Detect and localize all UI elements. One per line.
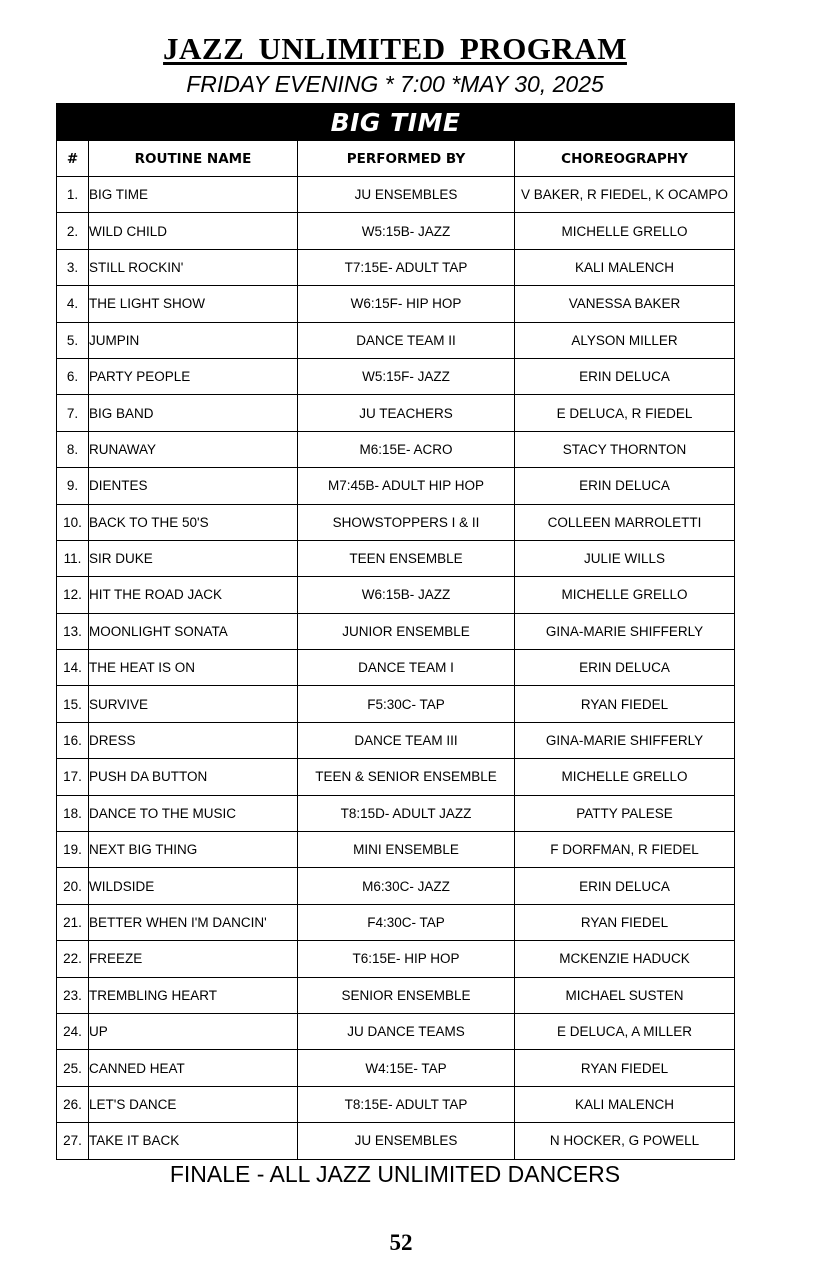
choreographer: KALI MALENCH (515, 249, 735, 285)
routine-name: WILDSIDE (89, 868, 298, 904)
choreographer: MICHAEL SUSTEN (515, 977, 735, 1013)
program-subtitle: FRIDAY EVENING * 7:00 *MAY 30, 2025 (186, 71, 604, 97)
row-number: 2. (57, 213, 89, 249)
row-number: 9. (57, 468, 89, 504)
row-number: 14. (57, 650, 89, 686)
performed-by: W5:15B- JAZZ (298, 213, 515, 249)
performed-by: F4:30C- TAP (298, 904, 515, 940)
table-row (57, 1050, 735, 1086)
routine-name: PUSH DA BUTTON (89, 759, 298, 795)
performed-by: SHOWSTOPPERS I & II (298, 504, 515, 540)
row-number: 5. (57, 322, 89, 358)
choreographer: ERIN DELUCA (515, 868, 735, 904)
table-row (57, 686, 735, 722)
program-title: JAZZ UNLIMITED PROGRAM (163, 31, 627, 66)
routine-name: DRESS (89, 722, 298, 758)
routine-name: PARTY PEOPLE (89, 358, 298, 394)
routine-name: BIG TIME (89, 177, 298, 213)
performed-by: T8:15E- ADULT TAP (298, 1086, 515, 1122)
column-header-row (57, 141, 735, 177)
row-number: 26. (57, 1086, 89, 1122)
performed-by: TEEN & SENIOR ENSEMBLE (298, 759, 515, 795)
choreographer: MICHELLE GRELLO (515, 213, 735, 249)
performed-by: T6:15E- HIP HOP (298, 941, 515, 977)
choreographer: VANESSA BAKER (515, 286, 735, 322)
choreographer: E DELUCA, A MILLER (515, 1013, 735, 1049)
row-number: 21. (57, 904, 89, 940)
row-number: 12. (57, 577, 89, 613)
routine-name: TAKE IT BACK (89, 1123, 298, 1159)
row-number: 19. (57, 832, 89, 868)
routine-name: CANNED HEAT (89, 1050, 298, 1086)
routine-name: LET'S DANCE (89, 1086, 298, 1122)
table-row (57, 177, 735, 213)
table-row (57, 832, 735, 868)
table-row (57, 358, 735, 394)
choreographer: STACY THORNTON (515, 431, 735, 467)
choreographer: MICHELLE GRELLO (515, 759, 735, 795)
performed-by: M6:15E- ACRO (298, 431, 515, 467)
choreographer: RYAN FIEDEL (515, 904, 735, 940)
row-number: 16. (57, 722, 89, 758)
routine-name: NEXT BIG THING (89, 832, 298, 868)
table-row (57, 322, 735, 358)
choreographer: ERIN DELUCA (515, 468, 735, 504)
table-row (57, 977, 735, 1013)
table-row (57, 650, 735, 686)
row-number: 1. (57, 177, 89, 213)
performed-by: W4:15E- TAP (298, 1050, 515, 1086)
performed-by: W6:15B- JAZZ (298, 577, 515, 613)
routine-name: WILD CHILD (89, 213, 298, 249)
row-number: 8. (57, 431, 89, 467)
table-row (57, 722, 735, 758)
choreographer: MCKENZIE HADUCK (515, 941, 735, 977)
performed-by: F5:30C- TAP (298, 686, 515, 722)
routine-name: RUNAWAY (89, 431, 298, 467)
choreographer: GINA-MARIE SHIFFERLY (515, 722, 735, 758)
performed-by: M7:45B- ADULT HIP HOP (298, 468, 515, 504)
performed-by: JU ENSEMBLES (298, 1123, 515, 1159)
routine-name: BETTER WHEN I'M DANCIN' (89, 904, 298, 940)
choreographer: KALI MALENCH (515, 1086, 735, 1122)
finale-note: FINALE - ALL JAZZ UNLIMITED DANCERS (169, 1161, 621, 1187)
performed-by: MINI ENSEMBLE (298, 832, 515, 868)
choreographer: RYAN FIEDEL (515, 1050, 735, 1086)
row-number: 17. (57, 759, 89, 795)
routine-name: TREMBLING HEART (89, 977, 298, 1013)
choreographer: GINA-MARIE SHIFFERLY (515, 613, 735, 649)
routine-name: THE LIGHT SHOW (89, 286, 298, 322)
performed-by: W5:15F- JAZZ (298, 358, 515, 394)
table-row (57, 868, 735, 904)
performed-by: SENIOR ENSEMBLE (298, 977, 515, 1013)
routine-name: BACK TO THE 50'S (89, 504, 298, 540)
table-row (57, 941, 735, 977)
performed-by: JUNIOR ENSEMBLE (298, 613, 515, 649)
table-row (57, 286, 735, 322)
routine-name: BIG BAND (89, 395, 298, 431)
routine-name: FREEZE (89, 941, 298, 977)
routine-name: JUMPIN (89, 322, 298, 358)
routine-name: HIT THE ROAD JACK (89, 577, 298, 613)
table-row (57, 577, 735, 613)
choreographer: ERIN DELUCA (515, 358, 735, 394)
column-header-routine: ROUTINE NAME (89, 141, 298, 177)
row-number: 4. (57, 286, 89, 322)
choreographer: COLLEEN MARROLETTI (515, 504, 735, 540)
routine-name: SIR DUKE (89, 540, 298, 576)
choreographer: E DELUCA, R FIEDEL (515, 395, 735, 431)
table-row (57, 431, 735, 467)
section-banner-row (57, 104, 735, 141)
row-number: 10. (57, 504, 89, 540)
choreographer: V BAKER, R FIEDEL, K OCAMPO (515, 177, 735, 213)
row-number: 23. (57, 977, 89, 1013)
row-number: 27. (57, 1123, 89, 1159)
performed-by: DANCE TEAM III (298, 722, 515, 758)
table-row (57, 1086, 735, 1122)
routine-name: SURVIVE (89, 686, 298, 722)
program-table (56, 103, 735, 1160)
table-row (57, 613, 735, 649)
column-header-number: # (57, 141, 89, 177)
routine-name: DANCE TO THE MUSIC (89, 795, 298, 831)
routine-name: DIENTES (89, 468, 298, 504)
choreographer: JULIE WILLS (515, 540, 735, 576)
row-number: 7. (57, 395, 89, 431)
routine-name: THE HEAT IS ON (89, 650, 298, 686)
performed-by: JU DANCE TEAMS (298, 1013, 515, 1049)
routine-name: STILL ROCKIN' (89, 249, 298, 285)
row-number: 6. (57, 358, 89, 394)
page-number: 52 (389, 1230, 413, 1255)
row-number: 3. (57, 249, 89, 285)
program-rows (57, 177, 735, 1160)
column-header-choreography: CHOREOGRAPHY (515, 141, 735, 177)
column-header-performed-by: PERFORMED BY (298, 141, 515, 177)
performed-by: DANCE TEAM II (298, 322, 515, 358)
routine-name: MOONLIGHT SONATA (89, 613, 298, 649)
table-row (57, 759, 735, 795)
table-row (57, 249, 735, 285)
choreographer: RYAN FIEDEL (515, 686, 735, 722)
section-banner: BIG TIME (57, 104, 735, 141)
performed-by: JU ENSEMBLES (298, 177, 515, 213)
choreographer: ERIN DELUCA (515, 650, 735, 686)
performed-by: TEEN ENSEMBLE (298, 540, 515, 576)
row-number: 22. (57, 941, 89, 977)
performed-by: M6:30C- JAZZ (298, 868, 515, 904)
table-row (57, 540, 735, 576)
row-number: 15. (57, 686, 89, 722)
performed-by: W6:15F- HIP HOP (298, 286, 515, 322)
choreographer: MICHELLE GRELLO (515, 577, 735, 613)
performed-by: DANCE TEAM I (298, 650, 515, 686)
table-row (57, 213, 735, 249)
row-number: 20. (57, 868, 89, 904)
performed-by: T7:15E- ADULT TAP (298, 249, 515, 285)
row-number: 18. (57, 795, 89, 831)
table-row (57, 468, 735, 504)
routine-name: UP (89, 1013, 298, 1049)
table-row (57, 904, 735, 940)
choreographer: N HOCKER, G POWELL (515, 1123, 735, 1159)
choreographer: ALYSON MILLER (515, 322, 735, 358)
table-row (57, 1013, 735, 1049)
table-row (57, 395, 735, 431)
row-number: 11. (57, 540, 89, 576)
row-number: 24. (57, 1013, 89, 1049)
row-number: 25. (57, 1050, 89, 1086)
row-number: 13. (57, 613, 89, 649)
performed-by: T8:15D- ADULT JAZZ (298, 795, 515, 831)
performed-by: JU TEACHERS (298, 395, 515, 431)
table-row (57, 504, 735, 540)
choreographer: PATTY PALESE (515, 795, 735, 831)
table-row (57, 795, 735, 831)
choreographer: F DORFMAN, R FIEDEL (515, 832, 735, 868)
table-row (57, 1123, 735, 1159)
